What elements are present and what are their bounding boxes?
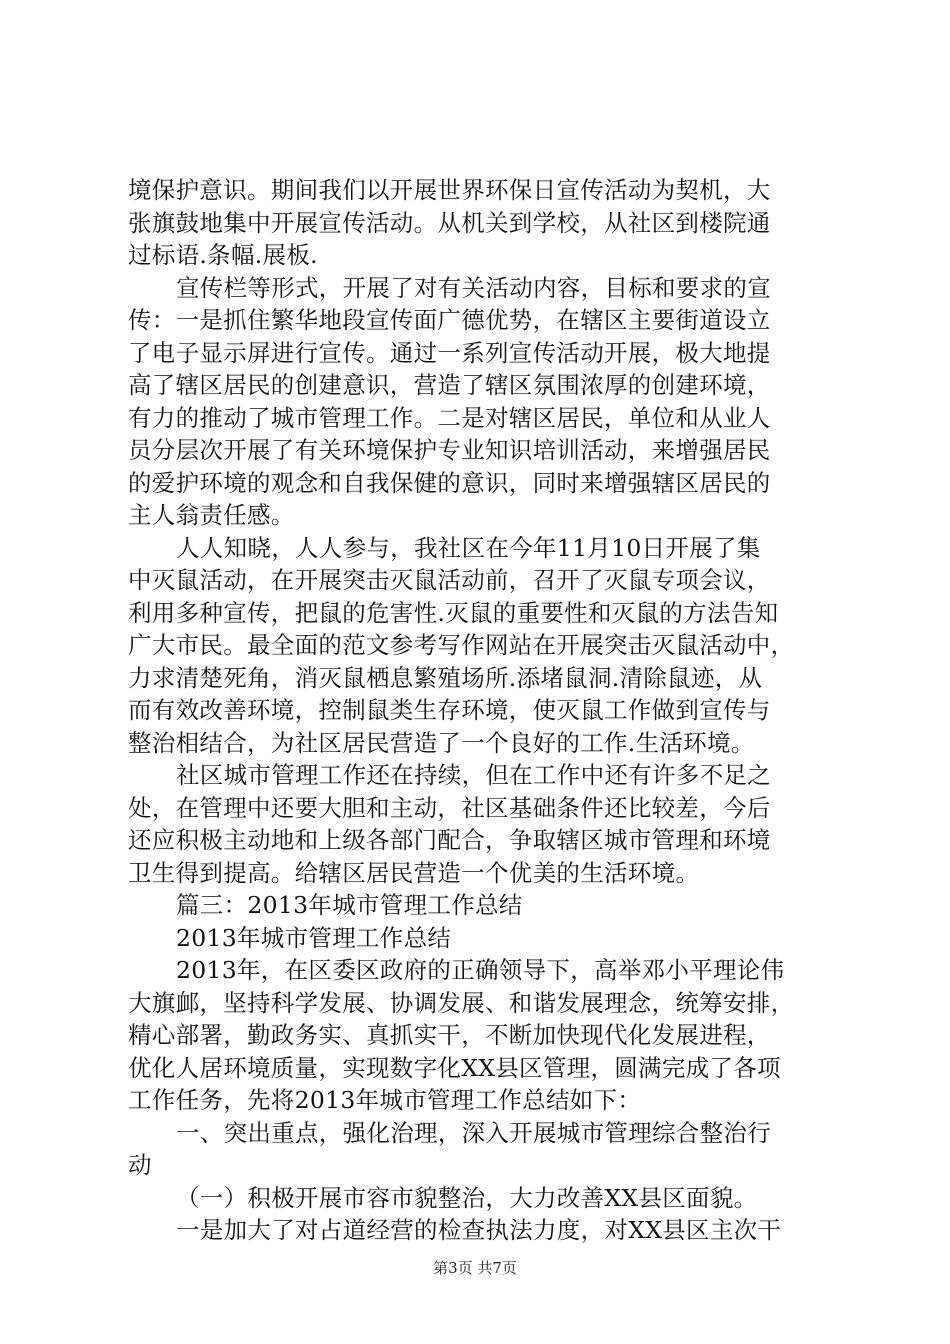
section-heading: 一、突出重点，强化治理，深入开展城市管理综合整治行 [176,1119,771,1147]
text-line: 而有效改善环境，控制鼠类生存环境，使灭鼠工作做到宣传与 [128,696,771,724]
text-line: 卫生得到提高。给辖区居民营造一个优美的生活环境。 [128,859,700,887]
text-line: 员分层次开展了有关环境保护专业知识培训活动，来增强居民 [128,436,771,464]
text-line: 张旗鼓地集中开展宣传活动。从机关到学校，从社区到楼院通 [128,209,771,237]
text-line: 过标语.条幅.展板. [128,241,318,269]
text-line: 一是加大了对占道经营的检查执法力度，对XX县区主次干 [176,1216,782,1244]
page-number: 第3页 共7页 [433,1259,517,1277]
text-line: 工作任务，先将2013年城市管理工作总结如下： [128,1086,642,1114]
text-line: 境保护意识。期间我们以开展世界环保日宣传活动为契机，大 [128,176,771,204]
section-heading: 篇三：2013年城市管理工作总结 [176,891,523,919]
document-title: 2013年城市管理工作总结 [176,924,452,952]
text-line: 的爱护环境的观念和自我保健的意识，同时来增强辖区居民的 [128,469,771,497]
text-line: 还应积极主动地和上级各部门配合，争取辖区城市管理和环境 [128,826,771,854]
text-line: 宣传栏等形式，开展了对有关活动内容，目标和要求的宣 [176,274,771,302]
text-line: 精心部署，勤政务实、真抓实干，不断加快现代化发展进程， [128,1021,771,1049]
text-line: 高了辖区居民的创建意识，营造了辖区氛围浓厚的创建环境， [128,371,771,399]
text-line: 力求清楚死角，消灭鼠栖息繁殖场所.添堵鼠洞.清除鼠迹，从 [128,664,763,692]
text-line: 动 [128,1151,152,1179]
text-line: 传：一是抓住繁华地段宣传面广德优势，在辖区主要街道设立 [128,306,771,334]
text-line: 了电子显示屏进行宣传。通过一系列宣传活动开展，极大地提 [128,339,771,367]
text-line: 2013年，在区委区政府的正确领导下，高举邓小平理论伟 [176,956,785,984]
text-line: 主人翁责任感。 [128,501,295,529]
text-line: 整治相结合，为社区居民营造了一个良好的工作.生活环境。 [128,729,755,757]
text-line: 中灭鼠活动，在开展突击灭鼠活动前，召开了灭鼠专项会议， [128,566,771,594]
text-line: 处，在管理中还要大胆和主动，社区基础条件还比较差，今后 [128,794,771,822]
text-line: 有力的推动了城市管理工作。二是对辖区居民，单位和从业人 [128,404,771,432]
text-line: 大旗䘏，坚持科学发展、协调发展、和谐发展理念，统筹安排， [128,989,795,1017]
text-line: 利用多种宣传，把鼠的危害性.灭鼠的重要性和灭鼠的方法告知 [128,599,779,627]
subsection-heading: （一）积极开展市容市貌整治，大力改善XX县区面貌。 [176,1184,758,1212]
text-line: 人人知晓，人人参与，我社区在今年11月10日开展了集 [176,534,761,562]
text-line: 优化人居环境质量，实现数字化XX县区管理，圆满完成了各项 [128,1054,781,1082]
text-line: 社区城市管理工作还在持续，但在工作中还有许多不足之 [176,761,771,789]
text-line: 广大市民。最全面的范文参考写作网站在开展突击灭鼠活动中， [128,631,795,659]
